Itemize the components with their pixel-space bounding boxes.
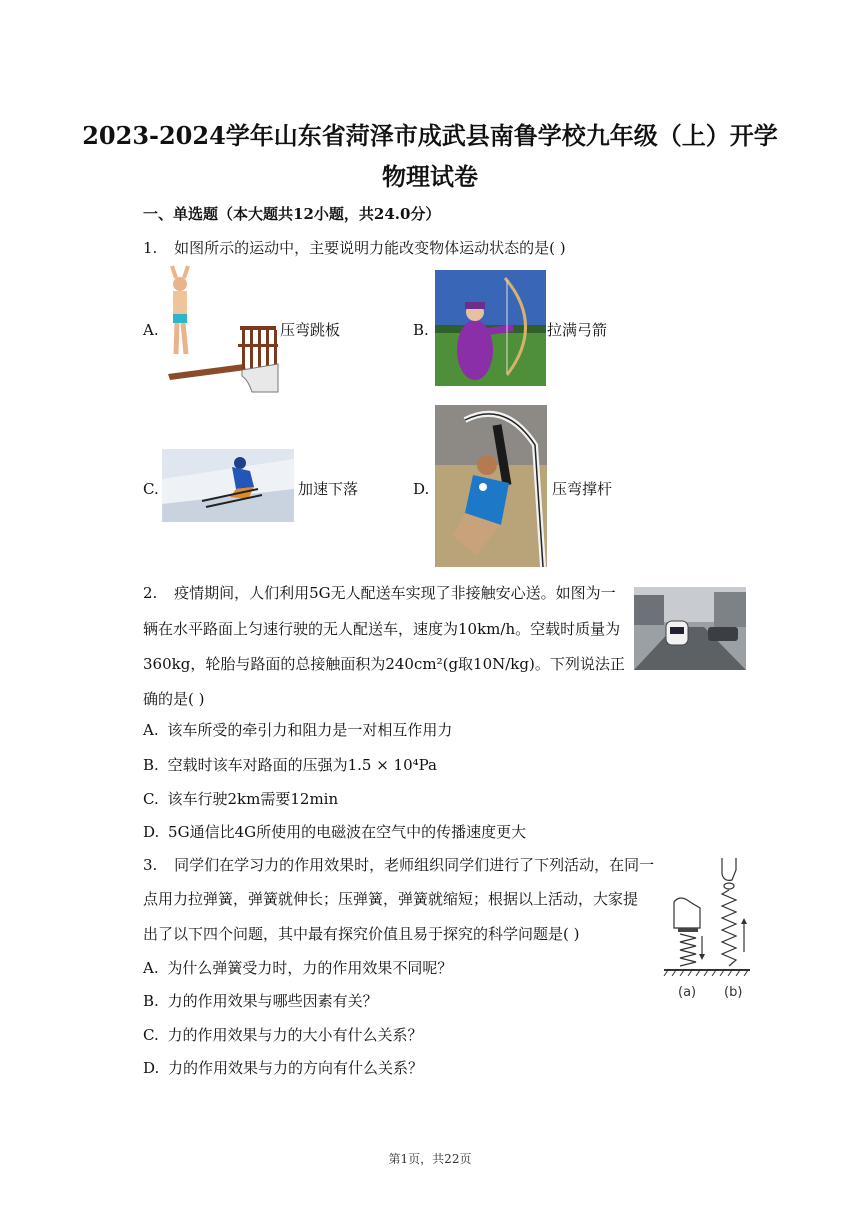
option-caption: 压弯跳板 (280, 321, 341, 339)
question-2-line2: 辆在水平路面上匀速行驶的无人配送车，速度为10km/h。空载时质量为 (143, 620, 621, 638)
question-2-line4: 确的是( ) (143, 690, 205, 708)
question-1 (143, 238, 566, 258)
q2-option-b: B. 空载时该车对路面的压强为1.5 × 10⁴Pa (143, 756, 438, 774)
figure-label-a: (a) (678, 985, 697, 1000)
option-label: C. (143, 480, 159, 498)
option-caption: 压弯撑杆 (552, 480, 613, 498)
section-heading: 一、单选题（本大题共12小题，共24.0分） (143, 205, 441, 223)
q2-option-c: C. 该车行驶2km需要12min (143, 790, 339, 808)
question-3-line3: 出了以下四个问题，其中最有探究价值且易于探究的科学问题是( ) (143, 925, 580, 943)
page-footer: 第1页，共22页 (388, 1152, 472, 1166)
question-3-line1: 3. 同学们在学习力的作用效果时，老师组织同学们进行了下列活动，在同一 (143, 856, 655, 874)
question-3-line2: 点用力拉弹簧，弹簧就伸长；压弹簧，弹簧就缩短；根据以上活动，大家提 (143, 890, 639, 908)
q3-option-d: D. 力的作用效果与力的方向有什么关系？ (143, 1059, 424, 1077)
question-number: 1. (143, 239, 158, 257)
diving-board-image (162, 264, 282, 396)
option-label: B. (413, 321, 429, 339)
option-caption: 加速下落 (298, 480, 359, 498)
question-2-line1: 2. 疫情期间，人们利用5G无人配送车实现了非接触安心送。如图为一 (143, 584, 616, 602)
question-stem: 如图所示的运动中，主要说明力能改变物体运动状态的是( ) (174, 239, 566, 257)
option-label: D. (413, 480, 430, 498)
option-caption: 拉满弓箭 (547, 321, 608, 339)
q3-option-a: A. 为什么弹簧受力时，力的作用效果不同呢？ (143, 959, 453, 977)
archer-image (435, 270, 546, 386)
pole-vault-image (435, 405, 547, 567)
question-2-line3: 360kg，轮胎与路面的总接触面积为240cm²(g取10N/kg)。下列说法正 (143, 655, 625, 673)
q3-option-c: C. 力的作用效果与力的大小有什么关系？ (143, 1026, 423, 1044)
q2-option-d: D. 5G通信比4G所使用的电磁波在空气中的传播速度更大 (143, 823, 527, 841)
q2-option-a: A. 该车所受的牵引力和阻力是一对相互作用力 (143, 721, 453, 739)
question-number: 2. (143, 584, 158, 602)
paper-title-line1: 2023-2024学年山东省菏泽市成武县南鲁学校九年级（上）开学 (82, 121, 778, 150)
spring-figure (660, 856, 752, 1002)
delivery-vehicle-image (634, 587, 746, 670)
q3-option-b: B. 力的作用效果与哪些因素有关？ (143, 992, 378, 1010)
question-number: 3. (143, 856, 158, 874)
figure-label-b: (b) (724, 985, 743, 1000)
paper-title-line2: 物理试卷 (382, 162, 478, 191)
option-label: A. (143, 321, 159, 339)
skier-image (162, 449, 294, 522)
